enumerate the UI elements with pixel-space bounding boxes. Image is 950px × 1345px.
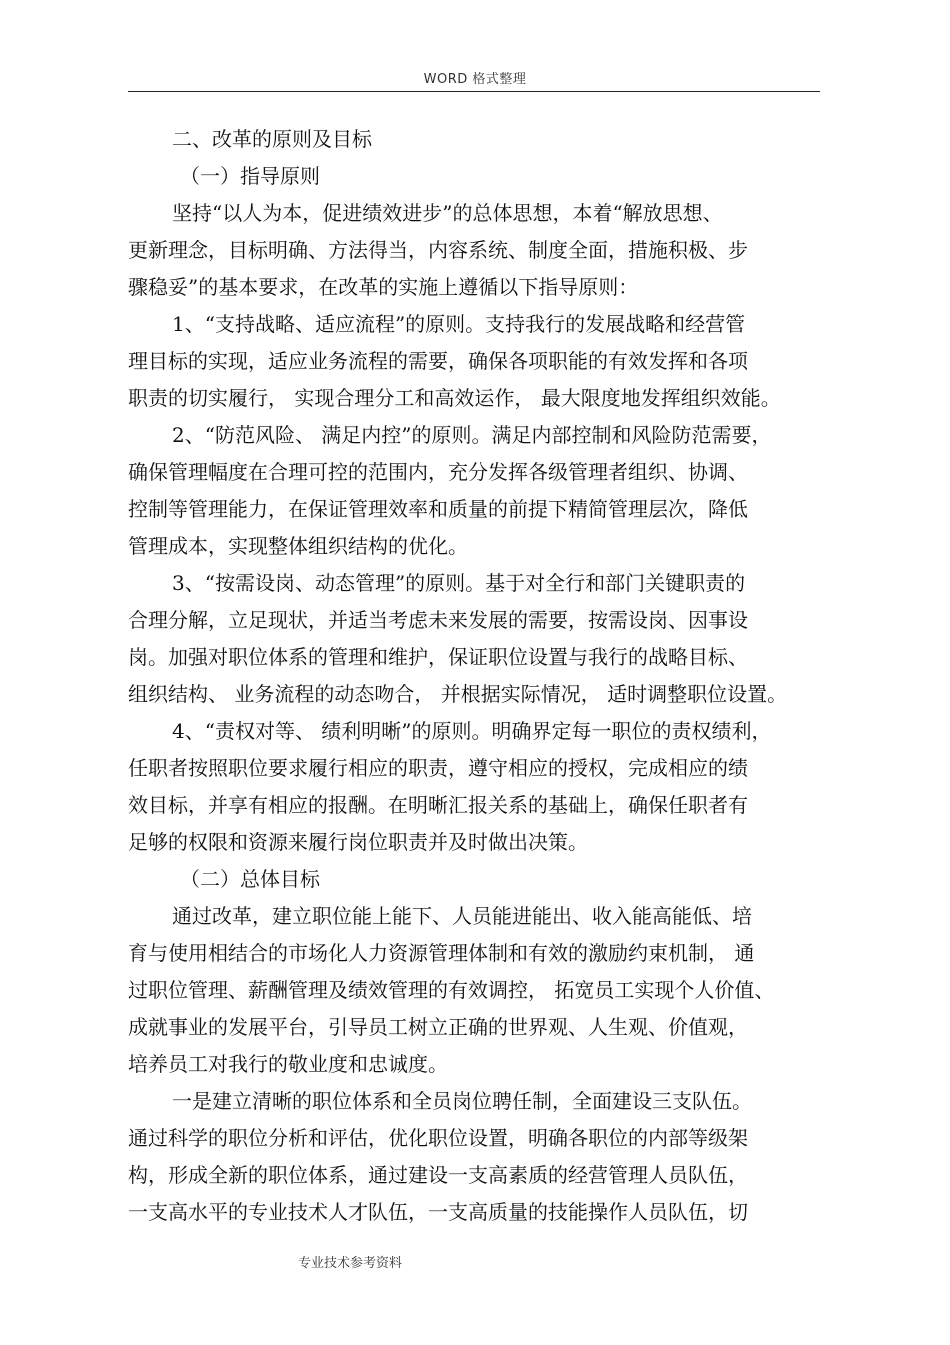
paragraph-line: 一支高水平的专业技术人才队伍，一支高质量的技能操作人员队伍，切 [128, 1200, 748, 1224]
paragraph-line: 岗。加强对职位体系的管理和维护，保证职位设置与我行的战略目标、 [128, 645, 748, 669]
paragraph-line: 通过改革，建立职位能上能下、人员能进能出、收入能高能低、培 [172, 904, 752, 928]
paragraph-line: 过职位管理、薪酬管理及绩效管理的有效调控， 拓宽员工实现个人价值、 [128, 978, 775, 1002]
paragraph-line: 构，形成全新的职位体系，通过建设一支高素质的经营管理人员队伍， [128, 1163, 748, 1187]
paragraph-line: 控制等管理能力，在保证管理效率和质量的前提下精简管理层次，降低 [128, 497, 748, 521]
paragraph-line: 坚持“以人为本，促进绩效进步”的总体思想，本着“解放思想、 [172, 201, 723, 225]
page-header: WORD 格式整理 [423, 72, 527, 87]
header-divider [128, 91, 820, 92]
paragraph-line: 4、“责权对等、 绩利明晰”的原则。明确界定每一职位的责权绩利， [172, 719, 772, 743]
paragraph-line: 培养员工对我行的敬业度和忠诚度。 [128, 1052, 448, 1076]
subsection-heading: （一）指导原则 [180, 164, 320, 188]
paragraph-line: 任职者按照职位要求履行相应的职责，遵守相应的授权，完成相应的绩 [128, 756, 748, 780]
paragraph-line: 更新理念，目标明确、方法得当，内容系统、制度全面，措施积极、步 [128, 238, 748, 262]
section-heading: 二、改革的原则及目标 [172, 127, 372, 151]
paragraph-line: 管理成本，实现整体组织结构的优化。 [128, 534, 468, 558]
paragraph-line: 效目标，并享有相应的报酬。在明晰汇报关系的基础上，确保任职者有 [128, 793, 748, 817]
paragraph-line: 合理分解，立足现状，并适当考虑未来发展的需要，按需设岗、因事设 [128, 608, 748, 632]
paragraph-line: 育与使用相结合的市场化人力资源管理体制和有效的激励约束机制， 通 [128, 941, 755, 965]
paragraph-line: 1、“支持战略、适应流程”的原则。支持我行的发展战略和经营管 [172, 312, 746, 336]
paragraph-line: 组织结构、 业务流程的动态吻合， 并根据实际情况， 适时调整职位设置。 [128, 682, 788, 706]
paragraph-line: 足够的权限和资源来履行岗位职责并及时做出决策。 [128, 830, 588, 854]
paragraph-line: 理目标的实现，适应业务流程的需要，确保各项职能的有效发挥和各项 [128, 349, 748, 373]
paragraph-line: 一是建立清晰的职位体系和全员岗位聘任制，全面建设三支队伍。 [172, 1089, 752, 1113]
paragraph-line: 2、“防范风险、 满足内控”的原则。满足内部控制和风险防范需要， [172, 423, 772, 447]
paragraph-line: 通过科学的职位分析和评估，优化职位设置，明确各职位的内部等级架 [128, 1126, 748, 1150]
page-footer: 专业技术参考资料 [298, 1256, 403, 1271]
paragraph-line: 3、“按需设岗、动态管理”的原则。基于对全行和部门关键职责的 [172, 571, 746, 595]
paragraph-line: 骤稳妥”的基本要求，在改革的实施上遵循以下指导原则： [128, 275, 639, 299]
subsection-heading: （二）总体目标 [180, 867, 320, 891]
paragraph-line: 成就事业的发展平台，引导员工树立正确的世界观、人生观、价值观， [128, 1015, 748, 1039]
paragraph-line: 职责的切实履行， 实现合理分工和高效运作， 最大限度地发挥组织效能。 [128, 386, 781, 410]
paragraph-line: 确保管理幅度在合理可控的范围内，充分发挥各级管理者组织、协调、 [128, 460, 748, 484]
